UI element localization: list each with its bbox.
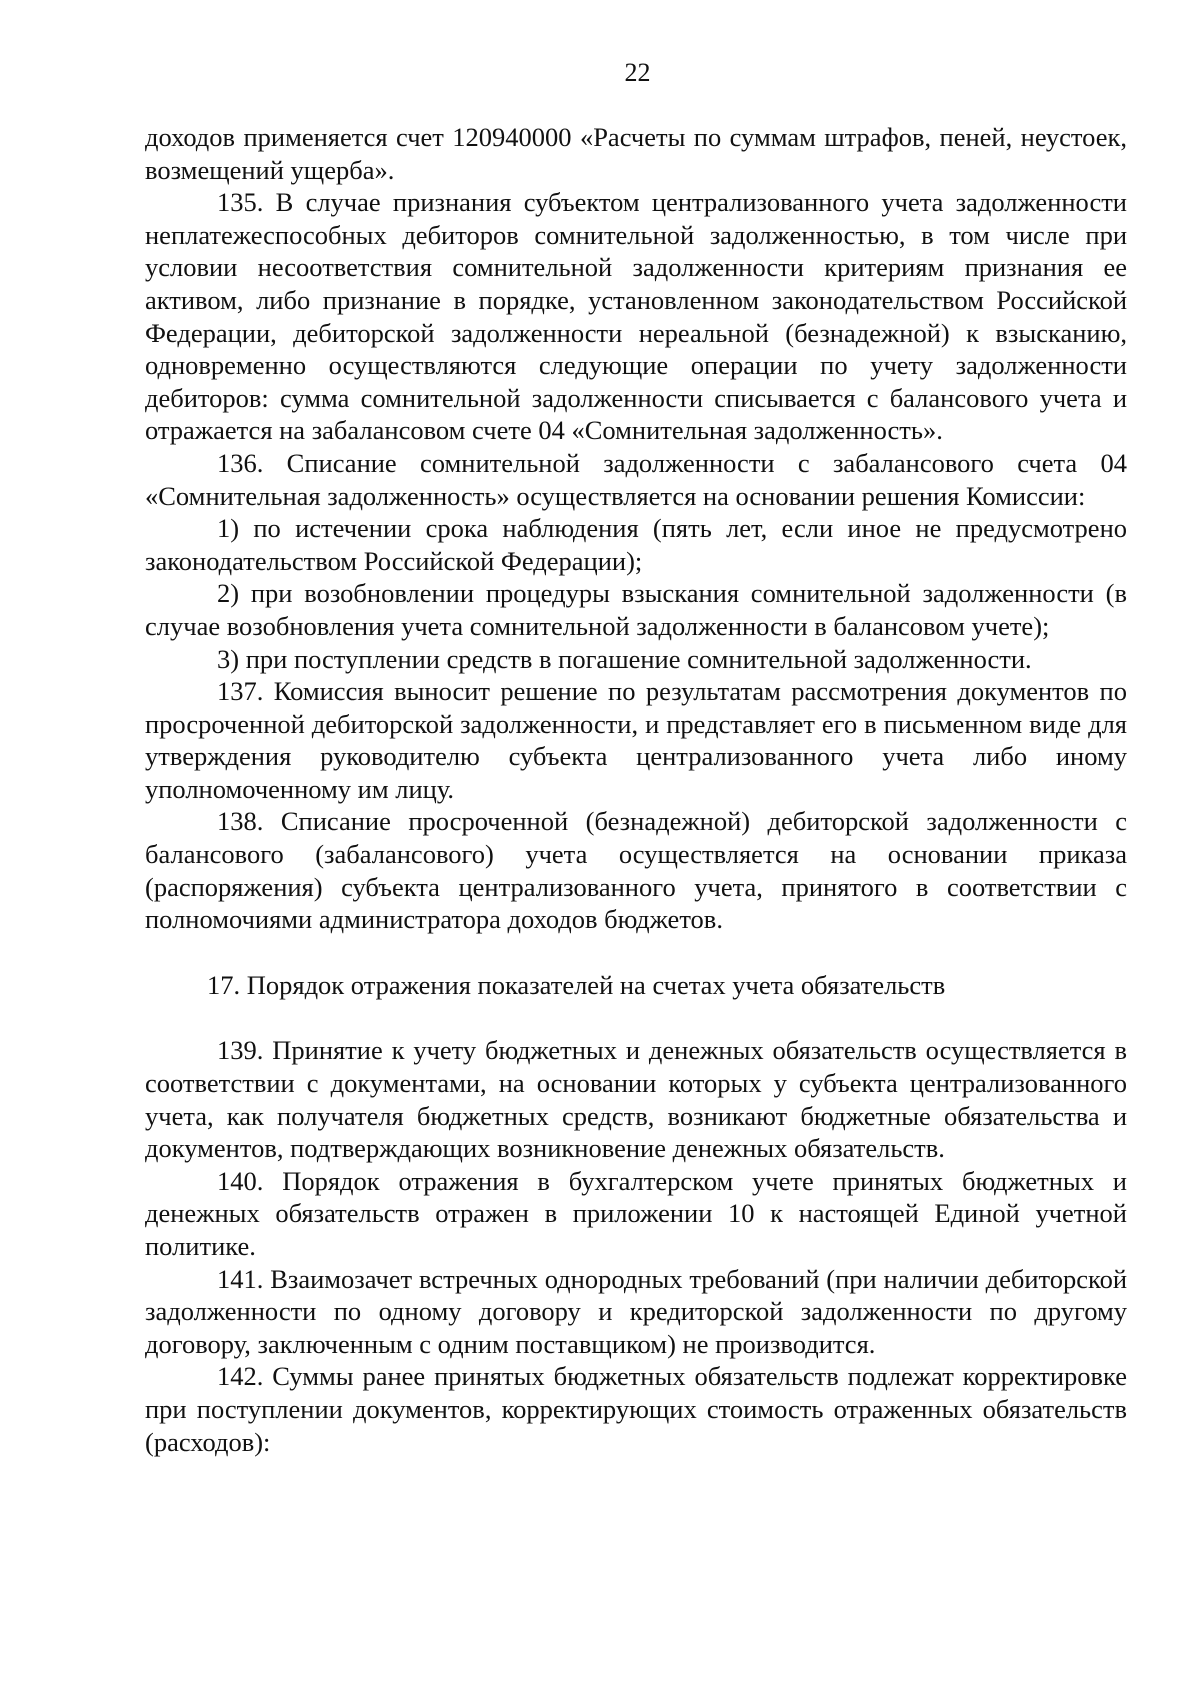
list-item-2: 2) при возобновлении процедуры взыскания сомнительной задолженности (в случае возобновления учета сомнительной задолженности в балансовом учете); [145,578,1127,641]
paragraph-141: 141. Взаимозачет встречных однородных требований (при наличии дебиторской задолженности по одному договору и кредиторской задолженности по другому договору, заключенным с одним поставщиком) не производится. [145,1263,1127,1359]
list-item-1: 1) по истечении срока наблюдения (пять лет, если иное не предусмотрено законодательством Российской Федерации); [145,513,1127,576]
paragraph-continuation: доходов применяется счет 120940000 «Расчеты по суммам штрафов, пеней, неустоек, возмещений ущерба». [145,122,1127,185]
paragraph-135: 135. В случае признания субъектом централизованного учета задолженности неплатежеспособных дебиторов сомнительной задолженностью, в том числе при условии несоответствия сомнительной задолженности критериям признания ее активом, либо признание в порядке, установленном законодательством Российской Федерации, дебиторской задолженности нереальной (безнадежной) к взысканию, одновременно осуществляются следующие операции по учету задолженности дебиторов: сумма сомнительной задолженности списывается с балансового учета и отражается на забалансовом счете 04 «Сомнительная задолженность». [145,187,1127,446]
page-number: 22 [624,58,651,87]
paragraph-142: 142. Суммы ранее принятых бюджетных обязательств подлежат корректировке при поступлении документов, корректирующих стоимость отраженных обязательств (расходов): [145,1361,1127,1457]
paragraph-138: 138. Списание просроченной (безнадежной) дебиторской задолженности с балансового (забалансового) учета осуществляется на основании приказа (распоряжения) субъекта централизованного учета, принятого в соответствии с полномочиями администратора доходов бюджетов. [145,806,1127,935]
paragraph-136: 136. Списание сомнительной задолженности с забалансового счета 04 «Сомнительная задолженность» осуществляется на основании решения Комиссии: [145,447,1127,511]
list-item-3: 3) при поступлении средств в погашение сомнительной задолженности. [217,643,1032,674]
document-body [145,121,1127,1458]
paragraph-140: 140. Порядок отражения в бухгалтерском учете принятых бюджетных и денежных обязательств отражен в приложении 10 к настоящей Единой учетной политике. [145,1165,1127,1261]
section-heading: 17. Порядок отражения показателей на счетах учета обязательств [207,969,946,1000]
paragraph-139: 139. Принятие к учету бюджетных и денежных обязательств осуществляется в соответствии с документами, на основании которых у субъекта централизованного учета, как получателя бюджетных средств, возникают бюджетные обязательства и документов, подтверждающих возникновение денежных обязательств. [145,1035,1127,1164]
paragraph-137: 137. Комиссия выносит решение по результатам рассмотрения документов по просроченной дебиторской задолженности, и представляет его в письменном виде для утверждения руководителю субъекта централизованного учета либо иному уполномоченному им лицу. [145,676,1127,804]
